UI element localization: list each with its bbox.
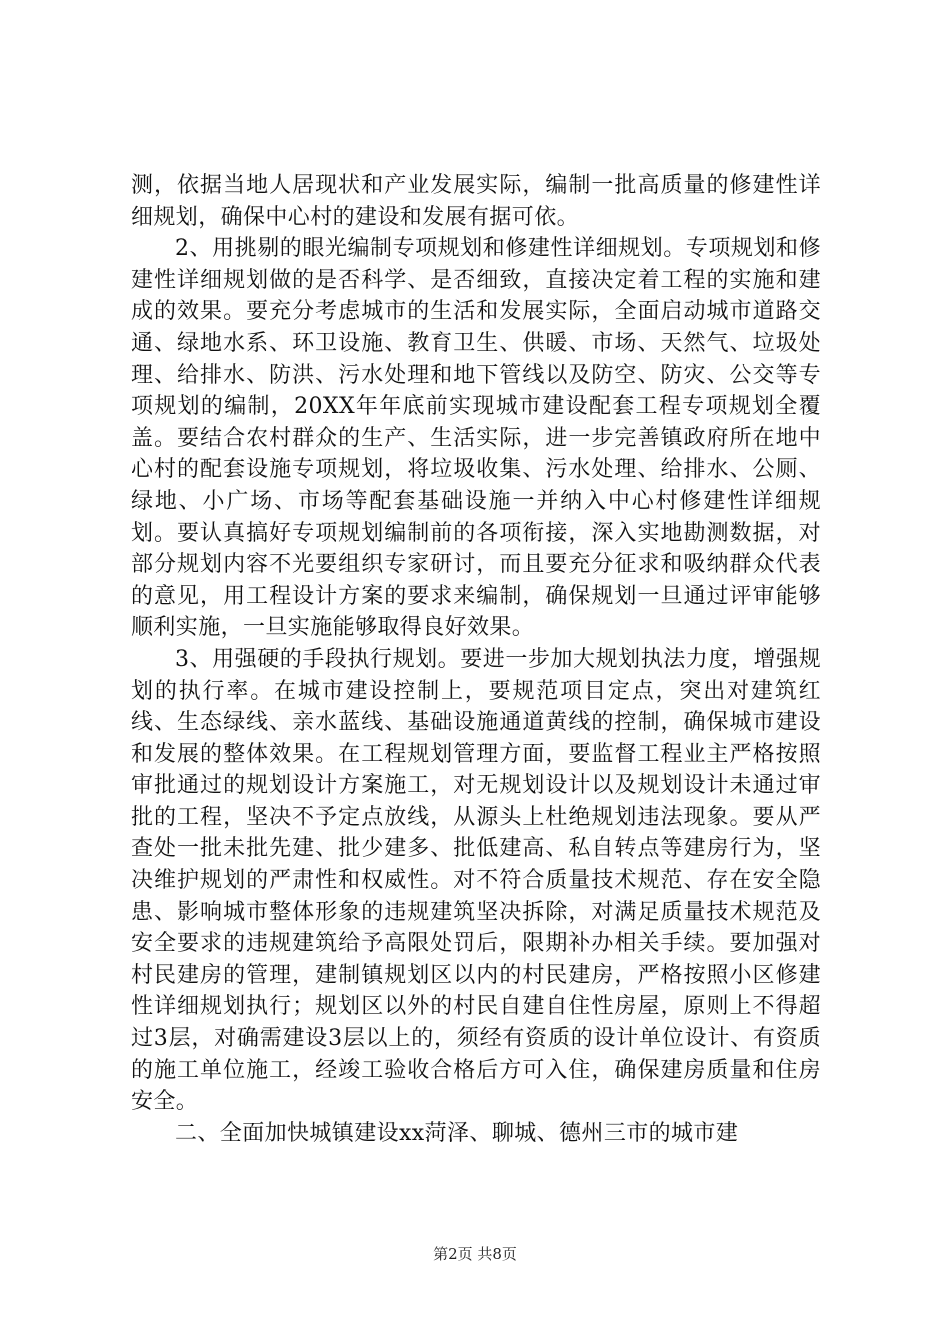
paragraph-town-construction: 二、全面加快城镇建设xx菏泽、聊城、德州三市的城市建: [175, 1120, 739, 1146]
page-footer: [0, 1244, 950, 1264]
paragraph-plan-enforcement: 3、用强硬的手段执行规划。要进一步加大规划执法力度，增强规划的执行率。在城市建设控制上，要规范项目定点，突出对建筑红线、生态绿线、亲水蓝线、基础设施通道黄线的控制，确保城市建设和发展的整体效果。在工程规划管理方面，要监督工程业主严格按照审批通过的规划设计方案施工，对无规划设计以及规划设计未通过审批的工程，坚决不予定点放线，从源头上杜绝规划违法现象。要从严查处一批未批先建、批少建多、批低建高、私自转点等建房行为，坚决维护规划的严肃性和权威性。对不符合质量技术规范、存在安全隐患、影响城市整体形象的违规建筑坚决拆除，对满足质量技术规范及安全要求的违规建筑给予高限处罚后，限期补办相关手续。要加强对村民建房的管理，建制镇规划区以内的村民建房，严格按照小区修建性详细规划执行；规划区以外的村民自建自住性房屋，原则上不得超过3层，对确需建设3层以上的，须经有资质的设计单位设计、有资质的施工单位施工，经竣工验收合格后方可入住，确保建房质量和住房安全。: [131, 646, 821, 1115]
paragraph-special-planning: 2、用挑剔的眼光编制专项规划和修建性详细规划。专项规划和修建性详细规划做的是否科学、是否细致，直接决定着工程的实施和建成的效果。要充分考虑城市的生活和发展实际，全面启动城市道路交通、绿地水系、环卫设施、教育卫生、供暖、市场、天然气、垃圾处理、给排水、防洪、污水处理和地下管线以及防空、防灾、公交等专项规划的编制，20XX年年底前实现城市建设配套工程专项规划全覆盖。要结合农村群众的生产、生活实际，进一步完善镇政府所在地中心村的配套设施专项规划，将垃圾收集、污水处理、给排水、公厕、绿地、小广场、市场等配套基础设施一并纳入中心村修建性详细规划。要认真搞好专项规划编制前的各项衔接，深入实地勘测数据，对部分规划内容不光要组织专家研讨，而且要充分征求和吸纳群众代表的意见，用工程设计方案的要求来编制，确保规划一旦通过评审能够顺利实施，一旦实施能够取得良好效果。: [131, 236, 821, 641]
page-number: 第2页 共8页: [433, 1245, 517, 1263]
paragraph-continued: 测，依据当地人居现状和产业发展实际，编制一批高质量的修建性详细规划，确保中心村的建设和发展有据可依。: [131, 173, 821, 230]
document-body: [131, 170, 821, 1149]
